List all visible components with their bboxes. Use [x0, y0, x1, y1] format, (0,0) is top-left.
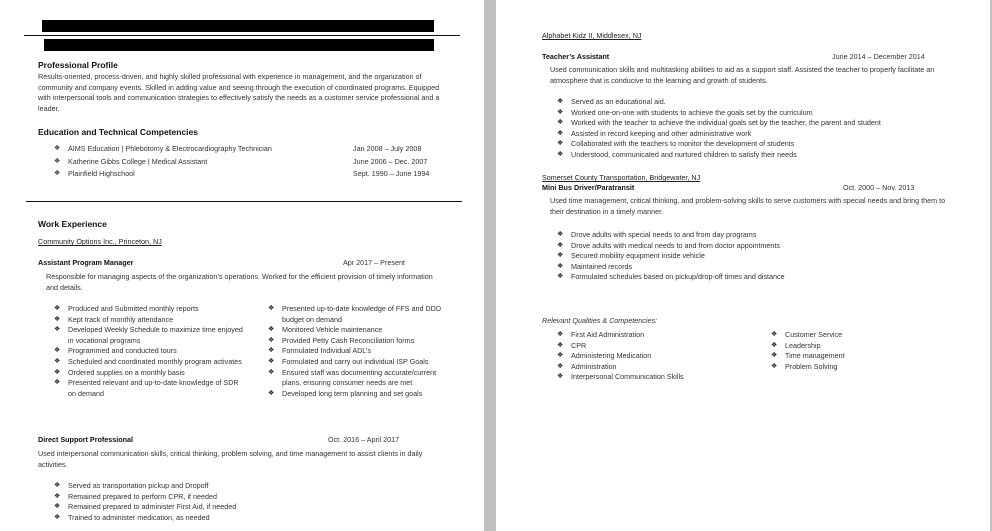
education-item: ❖ Katherine Gibbs College | Medical Assistant June 2006 – Dec. 2007 [54, 156, 428, 166]
list-item: ❖ Formulated and carry out individual ISP Goals [268, 357, 454, 368]
job-dates-ta: June 2014 – December 2014 [832, 52, 925, 61]
redacted-name-bar [42, 20, 434, 32]
job-dates-dsp: Oct. 2016 – April 2017 [328, 435, 400, 444]
list-item: ❖ Worked one-on-one with students to achieve the goals set by the curriculum [557, 108, 977, 119]
list-item: ❖ Kept track of monthly attendance [54, 315, 244, 326]
list-item: ❖ Served as an educational aid. [557, 97, 977, 108]
list-item: ❖ Remained prepared to administer First Aid, if needed [54, 502, 434, 513]
section-divider [26, 201, 462, 202]
employer-community-options: Community Options Inc., Princeton, NJ [38, 237, 162, 246]
list-item: ❖ Presented relevant and up-to-date knowledge of SDR on demand [54, 378, 244, 399]
apm-bullets-left [54, 304, 244, 399]
list-item: ❖ Ensured staff was documenting accurate/current plans, ensuring consumer needs are met [268, 368, 454, 389]
qualities-heading: Relevant Qualities & Competencies: [542, 316, 658, 325]
list-item: ❖ Time management [771, 351, 951, 362]
list-item: ❖ Leadership [771, 341, 951, 352]
job-desc-ta: Used communication skills and multitasking abilities to aid as a support staff. Assisted the teacher to properly facilitate an atmosphere that is conducive to the learning and growth of students. [550, 65, 935, 85]
bullet-icon: ❖ [54, 145, 61, 152]
list-item: ❖ Produced and Submitted monthly reports [54, 304, 244, 315]
list-item: ❖ Scheduled and coordinated monthly program activates [54, 357, 244, 368]
list-item: ❖ Understood, communicated and nurtured children to satisfy their needs [557, 150, 977, 161]
list-item: ❖ Ordered supplies on a monthly basis [54, 368, 244, 379]
list-item: ❖ Interpersonal Communication Skills [557, 372, 757, 383]
job-title-dsp: Direct Support Professional [38, 435, 134, 444]
job-desc-apm: Responsible for managing aspects of the organization’s operations. Worked for the efficient provision of timely information and details. [46, 272, 433, 292]
list-item: ❖ Administration [557, 362, 757, 373]
list-item: ❖ First Aid Administration [557, 330, 757, 341]
list-item: ❖ CPR [557, 341, 757, 352]
education-item: ❖ AIMS Education | Phlebotomy & Electrocardiography Technician Jan 2008 – July 2008 [54, 144, 422, 153]
list-item: ❖ Maintained records [557, 262, 977, 273]
ta-bullets [557, 97, 977, 161]
job-desc-dsp: Used interpersonal communication skills, critical thinking, problem solving, and time management to assist clients in daily activities. [38, 449, 423, 469]
profile-text: Results-oriented, process-driven, and highly skilled professional with experience in management, and the organization of community and company events. Skilled in adding value and seeing through the execution of coordinated programs. Equipped with interpersonal tools and communication strategies to effectively satisfy the needs as a customer service professional and a leader. [38, 72, 440, 113]
apm-bullets-right [268, 304, 454, 399]
qualities-right [771, 330, 951, 372]
redacted-contact-bar [44, 39, 434, 51]
list-item: ❖ Drove adults with medical needs to and from doctor appointments [557, 241, 977, 252]
profile-heading: Professional Profile [38, 60, 118, 70]
resume-page-1 [0, 0, 484, 531]
list-item: ❖ Secured mobility equipment inside vehicle [557, 251, 977, 262]
bullet-icon: ❖ [54, 170, 61, 177]
job-title-apm: Assistant Program Manager [38, 258, 134, 267]
education-heading: Education and Technical Competencies [38, 127, 198, 137]
employer-alphabet-kidz: Alphabet Kidz II, Middlesex, NJ [542, 31, 642, 40]
list-item: ❖ Developed Weekly Schedule to maximize time enjoyed in vocational programs [54, 325, 244, 346]
list-item: ❖ Customer Service [771, 330, 951, 341]
education-list [38, 144, 438, 182]
list-item: ❖ Administering Medication [557, 351, 757, 362]
list-item: ❖ Problem Solving [771, 362, 951, 373]
education-item: ❖ Plainfield Highschool Sept. 1990 – June 1994 [54, 169, 430, 178]
job-title-driver: Mini Bus Driver/Paratransit [542, 183, 635, 192]
list-item: ❖ Assisted in record keeping and other administrative work [557, 129, 977, 140]
list-item: ❖ Developed long term planning and set goals [268, 389, 454, 400]
list-item: ❖ Trained to administer medication, as needed [54, 513, 434, 524]
list-item: ❖ Provided Petty Cash Reconciliation forms [268, 336, 454, 347]
job-title-ta: Teacher’s Assistant [542, 52, 610, 61]
list-item: ❖ Served as transportation pickup and Dropoff [54, 481, 434, 492]
list-item: ❖ Presented up-to-date knowledge of FFS and DDD budget on demand [268, 304, 454, 325]
resume-page-2 [496, 0, 990, 531]
job-desc-driver: Used time management, critical thinking, and problem-solving skills to serve customers with special needs and bring them to their destination in a timely manner. [550, 196, 946, 216]
work-heading: Work Experience [38, 219, 107, 229]
list-item: ❖ Programmed and conducted tours [54, 346, 244, 357]
list-item: ❖ Remained prepared to perform CPR, if needed [54, 492, 434, 503]
employer-somerset: Somerset County Transportation, Bridgewater, NJ [542, 173, 701, 182]
list-item: ❖ Formulated schedules based on pickup/drop-off times and distance [557, 272, 977, 283]
list-item: ❖ Drove adults with special needs to and from day programs [557, 230, 977, 241]
job-dates-driver: Oct. 2000 – Nov. 2013 [843, 183, 915, 192]
bullet-icon: ❖ [54, 157, 61, 165]
list-item: ❖ Formulated Individual ADL’s [268, 346, 454, 357]
header-rule [24, 35, 460, 36]
list-item: ❖ Monitored Vehicle maintenance [268, 325, 454, 336]
qualities-left [557, 330, 757, 383]
job-dates-apm: Apr 2017 – Present [343, 258, 405, 267]
list-item: ❖ Worked with the teacher to achieve the individual goals set by the teacher, the parent and student [557, 118, 977, 129]
driver-bullets [557, 230, 977, 283]
list-item: ❖ Collaborated with the teachers to monitor the development of students [557, 139, 977, 150]
dsp-bullets [54, 481, 434, 523]
